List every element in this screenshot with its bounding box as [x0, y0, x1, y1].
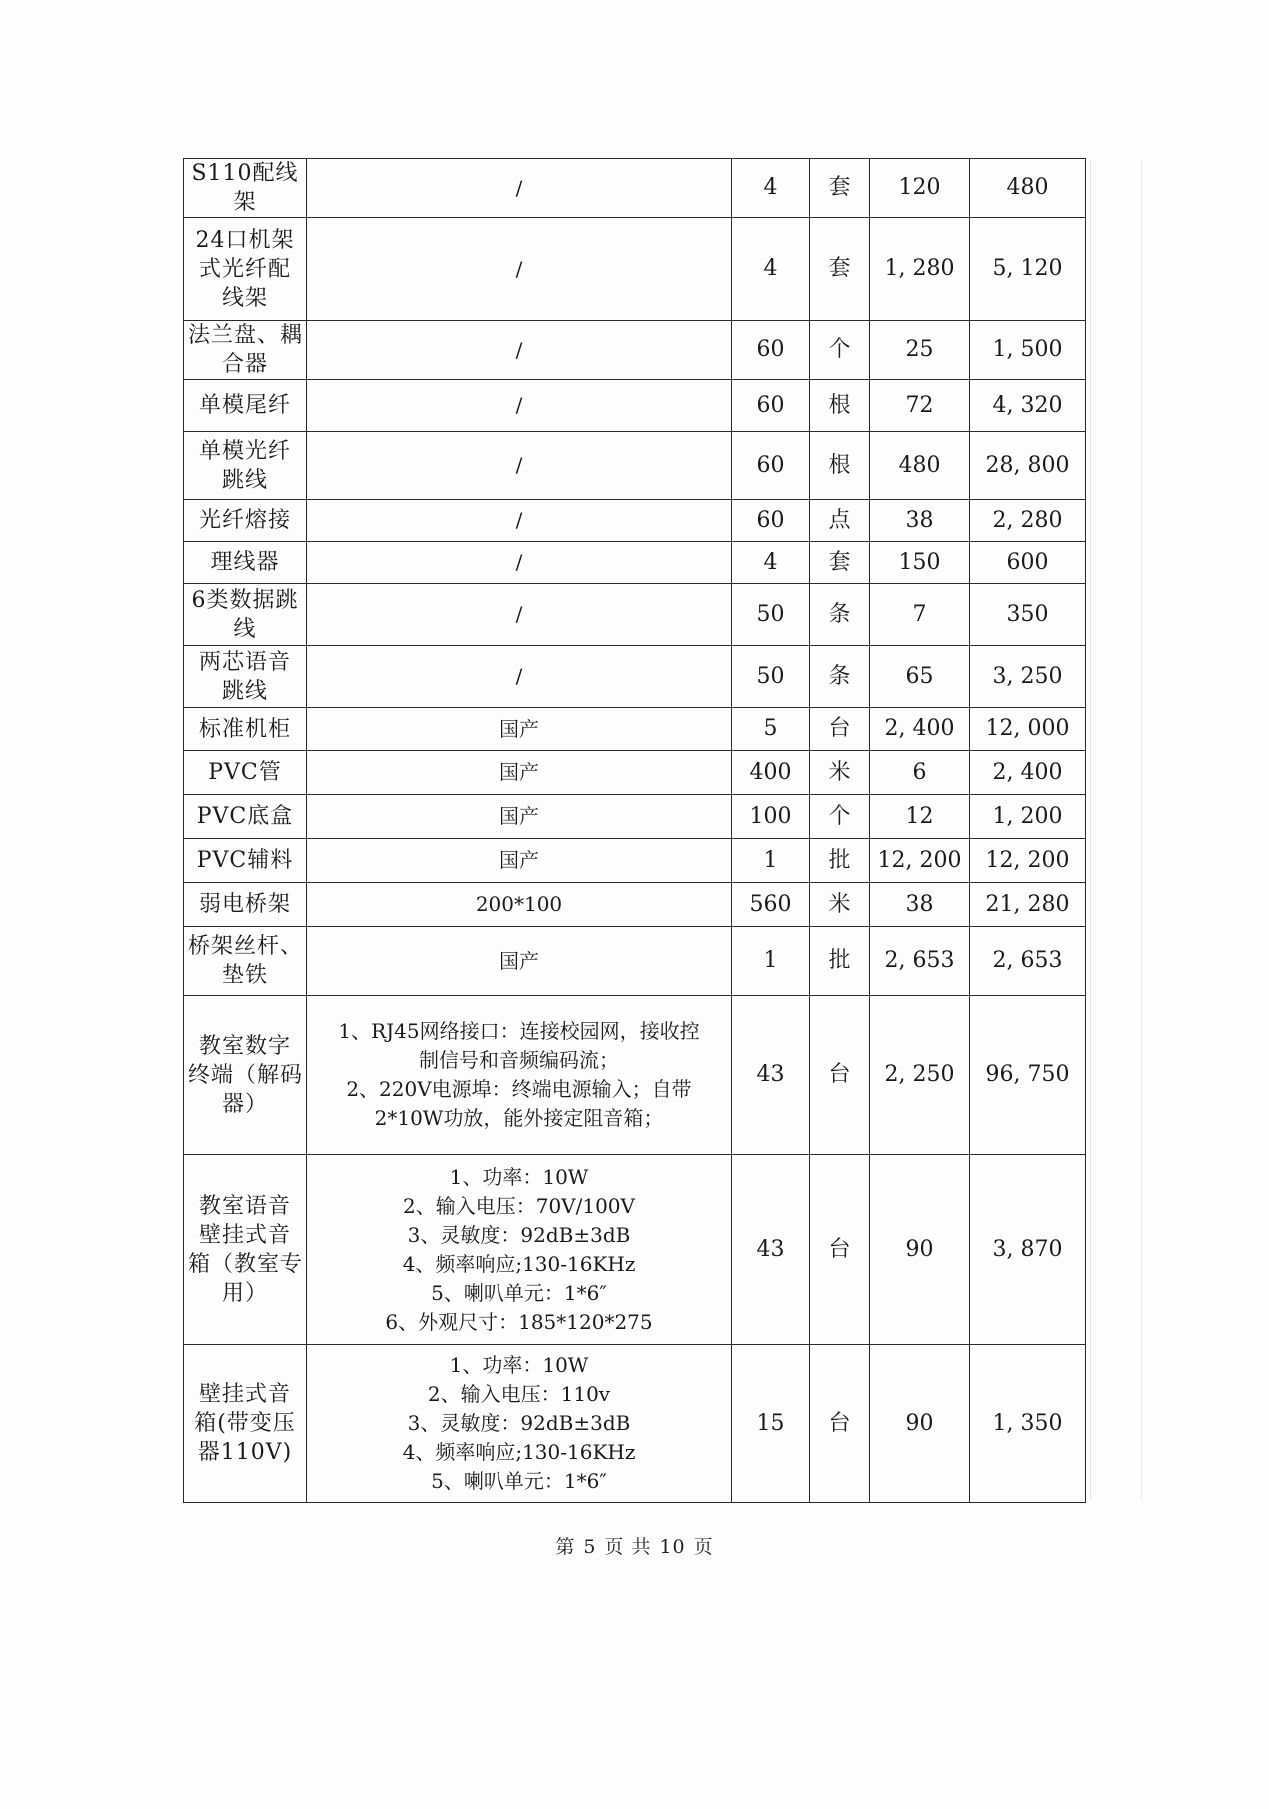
item-name-line: 式光纤配	[198, 256, 291, 282]
item-name-cell	[184, 646, 307, 708]
item-name-line: 合器	[221, 352, 268, 377]
item-name-cell	[184, 839, 307, 883]
item-unit-price-cell: 2, 250	[870, 996, 970, 1155]
item-name-line: 终端（解码	[188, 1062, 304, 1088]
item-unit-cell: 条	[810, 646, 870, 708]
item-unit-price-cell: 1, 280	[870, 218, 970, 321]
item-spec-line: 1、功率：10W	[449, 1164, 589, 1189]
item-unit-price-cell: 38	[870, 500, 970, 542]
item-unit-price-cell: 2, 400	[870, 708, 970, 751]
item-unit-price-cell: 6	[870, 751, 970, 795]
item-quantity-cell: 50	[732, 646, 810, 708]
table-row	[184, 380, 1086, 432]
table-row	[184, 321, 1086, 380]
item-total-cell: 12, 200	[970, 839, 1086, 883]
item-spec-cell	[307, 751, 732, 795]
item-name-line: 线架	[221, 285, 268, 311]
item-name-cell	[184, 996, 307, 1155]
item-spec-line: 5、喇叭单元：1*6″	[431, 1280, 607, 1305]
table-row	[184, 1155, 1086, 1345]
item-spec-cell	[307, 996, 732, 1155]
item-spec-line: /	[515, 393, 523, 417]
item-name-cell	[184, 1345, 307, 1503]
item-quantity-cell: 4	[732, 542, 810, 584]
table-row	[184, 432, 1086, 500]
item-total-cell: 12, 000	[970, 708, 1086, 751]
item-spec-cell	[307, 1155, 732, 1345]
page-footer	[0, 1532, 1269, 1559]
item-unit-cell: 套	[810, 159, 870, 218]
table-row	[184, 584, 1086, 646]
item-spec-cell	[307, 839, 732, 883]
item-quantity-cell: 1	[732, 927, 810, 996]
item-name-line: 用）	[221, 1280, 268, 1306]
item-spec-line: 3、灵敏度：92dB±3dB	[407, 1411, 631, 1435]
item-total-cell: 3, 870	[970, 1155, 1086, 1345]
item-name-line: 两芯语音	[198, 649, 291, 675]
item-unit-cell: 批	[810, 839, 870, 883]
item-spec-cell	[307, 432, 732, 500]
item-total-cell: 350	[970, 584, 1086, 646]
item-total-cell: 3, 250	[970, 646, 1086, 708]
item-name-line: 24口机架	[195, 227, 295, 253]
item-name-line: 壁挂式音	[198, 1382, 291, 1407]
item-name-cell	[184, 751, 307, 795]
item-spec-cell	[307, 321, 732, 380]
equipment-table-body	[184, 159, 1086, 1503]
table-row	[184, 795, 1086, 839]
item-total-cell: 480	[970, 159, 1086, 218]
item-quantity-cell: 50	[732, 584, 810, 646]
item-name-cell	[184, 500, 307, 542]
item-total-cell: 4, 320	[970, 380, 1086, 432]
item-name-line: 桥架丝杆、	[188, 934, 304, 959]
item-spec-cell	[307, 542, 732, 584]
item-name-line: 单模尾纤	[198, 393, 291, 418]
table-row	[184, 996, 1086, 1155]
item-name-line: 跳线	[221, 467, 268, 493]
item-unit-price-cell: 480	[870, 432, 970, 500]
item-spec-cell	[307, 500, 732, 542]
item-total-cell: 2, 653	[970, 927, 1086, 996]
item-name-line: 器110V)	[197, 1440, 293, 1465]
item-name-line: 线	[233, 616, 257, 642]
item-spec-line: 国产	[499, 848, 539, 872]
item-unit-cell: 台	[810, 996, 870, 1155]
item-name-line: 跳线	[221, 678, 268, 704]
item-name-cell	[184, 159, 307, 218]
table-row	[184, 646, 1086, 708]
item-spec-cell	[307, 1345, 732, 1503]
item-spec-line: /	[515, 256, 523, 281]
item-unit-cell: 条	[810, 584, 870, 646]
item-name-line: 6类数据跳	[191, 587, 299, 613]
item-name-cell	[184, 218, 307, 321]
item-unit-price-cell: 2, 653	[870, 927, 970, 996]
item-total-cell: 96, 750	[970, 996, 1086, 1155]
item-name-cell	[184, 380, 307, 432]
item-name-cell	[184, 883, 307, 927]
table-row	[184, 159, 1086, 218]
footer-prefix: 第	[555, 1536, 576, 1558]
item-name-cell	[184, 708, 307, 751]
item-unit-price-cell: 120	[870, 159, 970, 218]
item-name-line: PVC管	[208, 760, 282, 785]
item-total-cell: 2, 400	[970, 751, 1086, 795]
item-unit-cell: 台	[810, 708, 870, 751]
item-spec-cell	[307, 380, 732, 432]
item-name-cell	[184, 1155, 307, 1345]
item-unit-price-cell: 38	[870, 883, 970, 927]
item-quantity-cell: 4	[732, 218, 810, 321]
item-name-line: S110配线	[191, 161, 299, 186]
item-unit-price-cell: 90	[870, 1155, 970, 1345]
item-unit-price-cell: 72	[870, 380, 970, 432]
item-name-line: 单模光纤	[198, 438, 291, 464]
item-unit-cell: 套	[810, 218, 870, 321]
item-spec-line: /	[515, 602, 523, 626]
table-row	[184, 751, 1086, 795]
item-name-line: 箱（教室专	[188, 1251, 304, 1277]
item-spec-line: /	[515, 175, 523, 200]
item-total-cell: 5, 120	[970, 218, 1086, 321]
item-total-cell: 1, 200	[970, 795, 1086, 839]
item-name-line: 标准机柜	[198, 716, 291, 742]
footer-page-number: 5	[583, 1536, 597, 1558]
item-unit-price-cell: 12, 200	[870, 839, 970, 883]
item-name-line: 垫铁	[221, 963, 268, 988]
item-quantity-cell: 43	[732, 1155, 810, 1345]
item-unit-price-cell: 25	[870, 321, 970, 380]
item-spec-line: /	[515, 550, 523, 574]
footer-suffix: 页	[693, 1536, 714, 1558]
item-unit-cell: 台	[810, 1345, 870, 1503]
item-quantity-cell: 100	[732, 795, 810, 839]
item-spec-line: 1、RJ45网络接口：连接校园网，接收控	[338, 1019, 700, 1043]
item-unit-cell: 套	[810, 542, 870, 584]
item-spec-cell	[307, 883, 732, 927]
item-spec-line: /	[515, 508, 523, 532]
item-spec-line: 制信号和音频编码流；	[419, 1048, 619, 1072]
item-unit-cell: 台	[810, 1155, 870, 1345]
item-unit-price-cell: 150	[870, 542, 970, 584]
table-row	[184, 839, 1086, 883]
item-spec-line: 4、频率响应;130-16KHz	[402, 1251, 636, 1276]
item-spec-line: 200*100	[475, 892, 563, 916]
item-name-cell	[184, 542, 307, 584]
item-total-cell: 28, 800	[970, 432, 1086, 500]
item-quantity-cell: 400	[732, 751, 810, 795]
item-spec-line: 2、220V电源埠：终端电源输入；自带	[346, 1077, 692, 1101]
item-spec-line: /	[515, 453, 523, 477]
item-name-line: PVC底盒	[196, 804, 294, 829]
item-name-line: 教室语音	[198, 1193, 291, 1219]
item-quantity-cell: 60	[732, 432, 810, 500]
item-spec-line: 6、外观尺寸：185*120*275	[385, 1309, 653, 1334]
item-name-line: 箱(带变压	[194, 1411, 296, 1436]
item-spec-line: 国产	[499, 716, 539, 741]
item-quantity-cell: 43	[732, 996, 810, 1155]
item-unit-price-cell: 65	[870, 646, 970, 708]
item-name-line: 器）	[221, 1091, 268, 1117]
item-spec-cell	[307, 159, 732, 218]
item-name-line: 弱电桥架	[198, 892, 291, 917]
item-spec-line: 国产	[499, 948, 539, 973]
table-row	[184, 708, 1086, 751]
item-spec-line: /	[515, 664, 523, 688]
item-total-cell: 600	[970, 542, 1086, 584]
table-row	[184, 542, 1086, 584]
item-total-cell: 1, 500	[970, 321, 1086, 380]
item-total-cell: 21, 280	[970, 883, 1086, 927]
item-unit-cell: 根	[810, 380, 870, 432]
equipment-table	[183, 158, 1086, 1503]
item-spec-line: 5、喇叭单元：1*6″	[431, 1469, 607, 1493]
item-spec-line: 国产	[499, 760, 539, 784]
table-row	[184, 218, 1086, 321]
item-quantity-cell: 60	[732, 321, 810, 380]
table-row	[184, 927, 1086, 996]
item-unit-cell: 个	[810, 321, 870, 380]
item-unit-price-cell: 90	[870, 1345, 970, 1503]
item-name-line: 教室数字	[198, 1033, 291, 1059]
item-quantity-cell: 60	[732, 500, 810, 542]
item-name-cell	[184, 927, 307, 996]
item-spec-line: 2、输入电压：110v	[427, 1382, 611, 1406]
item-name-cell	[184, 321, 307, 380]
item-name-line: 壁挂式音	[198, 1222, 291, 1248]
item-total-cell: 1, 350	[970, 1345, 1086, 1503]
item-quantity-cell: 60	[732, 380, 810, 432]
table-row	[184, 500, 1086, 542]
item-unit-cell: 根	[810, 432, 870, 500]
item-spec-cell	[307, 708, 732, 751]
table-row	[184, 883, 1086, 927]
item-quantity-cell: 560	[732, 883, 810, 927]
item-quantity-cell: 5	[732, 708, 810, 751]
item-name-cell	[184, 795, 307, 839]
item-spec-cell	[307, 646, 732, 708]
item-name-line: 架	[233, 190, 257, 215]
item-spec-line: 国产	[499, 804, 539, 828]
item-unit-price-cell: 12	[870, 795, 970, 839]
item-name-line: PVC辅料	[196, 848, 294, 873]
item-spec-line: 2*10W功放，能外接定阻音箱；	[374, 1106, 664, 1130]
footer-page-total: 10	[659, 1536, 686, 1558]
item-spec-cell	[307, 795, 732, 839]
item-name-cell	[184, 432, 307, 500]
item-spec-line: /	[515, 337, 523, 362]
item-unit-cell: 米	[810, 751, 870, 795]
table-row	[184, 1345, 1086, 1503]
item-unit-price-cell: 7	[870, 584, 970, 646]
item-name-line: 法兰盘、耦	[188, 323, 304, 348]
item-quantity-cell: 1	[732, 839, 810, 883]
item-unit-cell: 点	[810, 500, 870, 542]
item-spec-line: 2、输入电压：70V/100V	[403, 1193, 635, 1218]
bleed-through-lines	[1090, 160, 1142, 1500]
item-unit-cell: 米	[810, 883, 870, 927]
item-spec-line: 3、灵敏度：92dB±3dB	[407, 1222, 631, 1247]
item-total-cell: 2, 280	[970, 500, 1086, 542]
item-spec-cell	[307, 584, 732, 646]
item-spec-line: 1、功率：10W	[449, 1353, 589, 1377]
item-spec-cell	[307, 218, 732, 321]
footer-middle: 页 共	[604, 1536, 652, 1558]
item-name-line: 理线器	[210, 550, 280, 575]
item-name-cell	[184, 584, 307, 646]
item-spec-line: 4、频率响应;130-16KHz	[402, 1440, 636, 1464]
item-quantity-cell: 15	[732, 1345, 810, 1503]
item-spec-cell	[307, 927, 732, 996]
item-unit-cell: 个	[810, 795, 870, 839]
item-name-line: 光纤熔接	[198, 508, 291, 533]
item-quantity-cell: 4	[732, 159, 810, 218]
item-unit-cell: 批	[810, 927, 870, 996]
